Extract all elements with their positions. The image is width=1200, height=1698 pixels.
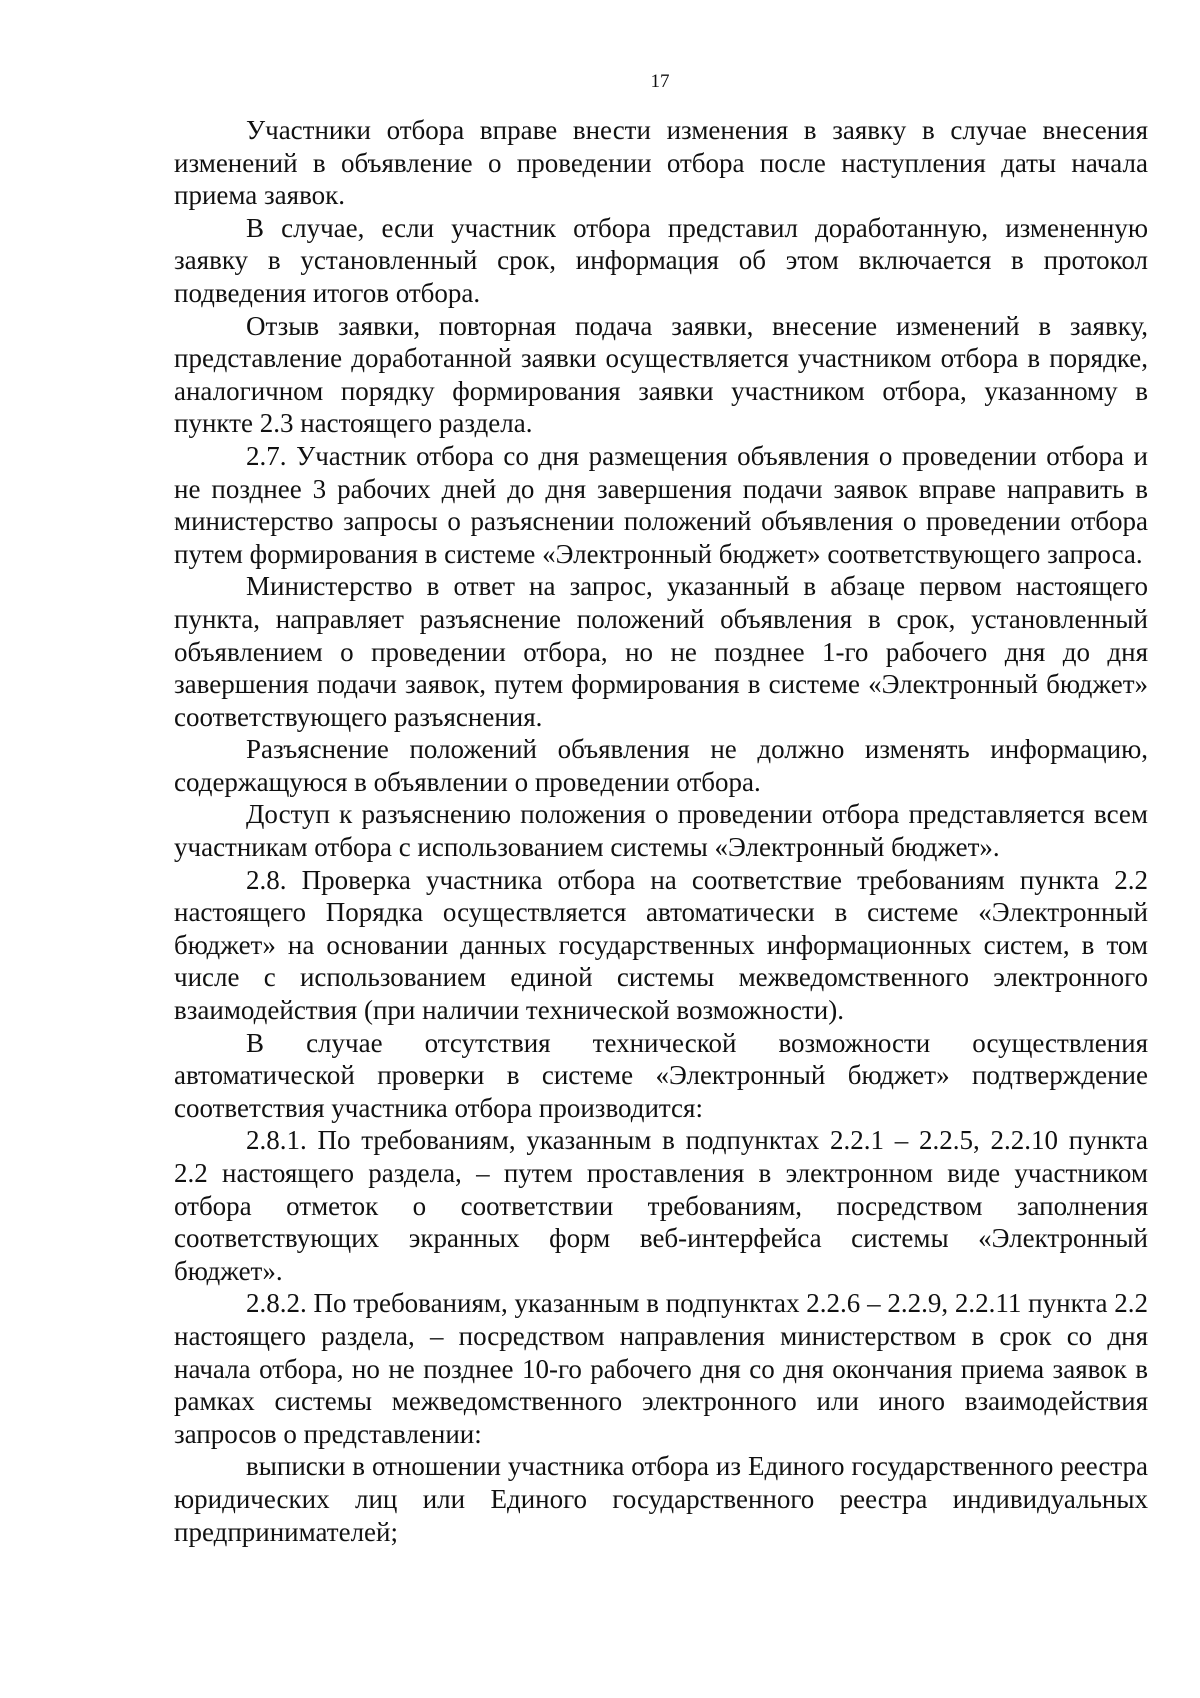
- paragraph-section-2-8-2: 2.8.2. По требованиям, указанным в подпунктах 2.2.6 – 2.2.9, 2.2.11 пункта 2.2 настоящего раздела, – посредством направления министерством в срок со дня начала отбора, но не позднее 10-го рабочего дня со дня окончания приема заявок в рамках системы межведомственного электронного или иного взаимодействия запросов о представлении:: [174, 1288, 1148, 1449]
- paragraph-section-2-7: 2.7. Участник отбора со дня размещения объявления о проведении отбора и не позднее 3 рабочих дней до дня завершения подачи заявок вправе направить в министерство запросы о разъяснении положений объявления о проведении отбора путем формирования в системе «Электронный бюджет» соответствующего запроса.: [174, 440, 1148, 569]
- paragraph: Отзыв заявки, повторная подача заявки, внесение изменений в заявку, представление доработанной заявки осуществляется участником отбора в порядке, аналогичном порядку формирования заявки участником отбора, указанному в пункте 2.3 настоящего раздела.: [174, 310, 1148, 439]
- document-body: [174, 114, 1148, 1548]
- paragraph: выписки в отношении участника отбора из Единого государственного реестра юридических лиц или Единого государственного реестра индивидуальных предпринимателей;: [174, 1451, 1148, 1547]
- paragraph-section-2-8-1: 2.8.1. По требованиям, указанным в подпунктах 2.2.1 – 2.2.5, 2.2.10 пункта 2.2 настоящего раздела, – путем проставления в электронном виде участником отбора отметок о соответствии требованиям, посредством заполнения соответствующих экранных форм веб-интерфейса системы «Электронный бюджет».: [174, 1125, 1148, 1286]
- paragraph: В случае, если участник отбора представил доработанную, измененную заявку в установленный срок, информация об этом включается в протокол подведения итогов отбора.: [174, 212, 1148, 308]
- paragraph: Разъяснение положений объявления не должно изменять информацию, содержащуюся в объявлении о проведении отбора.: [174, 734, 1148, 797]
- paragraph-section-2-8: 2.8. Проверка участника отбора на соответствие требованиям пункта 2.2 настоящего Порядка осуществляется автоматически в системе «Электронный бюджет» на основании данных государственных информационных систем, в том числе с использованием единой системы межведомственного электронного взаимодействия (при наличии технической возможности).: [174, 864, 1148, 1026]
- paragraph: Доступ к разъяснению положения о проведении отбора представляется всем участникам отбора с использованием системы «Электронный бюджет».: [174, 799, 1148, 863]
- paragraph: Министерство в ответ на запрос, указанный в абзаце первом настоящего пункта, направляет разъяснение положений объявления в срок, установленный объявлением о проведении отбора, но не позднее 1-го рабочего дня до дня завершения подачи заявок, путем формирования в системе «Электронный бюджет» соответствующего разъяснения.: [174, 571, 1148, 732]
- paragraph: Участники отбора вправе внести изменения в заявку в случае внесения изменений в объявление о проведении отбора после наступления даты начала приема заявок.: [174, 115, 1148, 211]
- page-number: 17: [650, 71, 670, 92]
- paragraph: В случае отсутствия технической возможности осуществления автоматической проверки в системе «Электронный бюджет» подтверждение соответствия участника отбора производится:: [174, 1027, 1148, 1123]
